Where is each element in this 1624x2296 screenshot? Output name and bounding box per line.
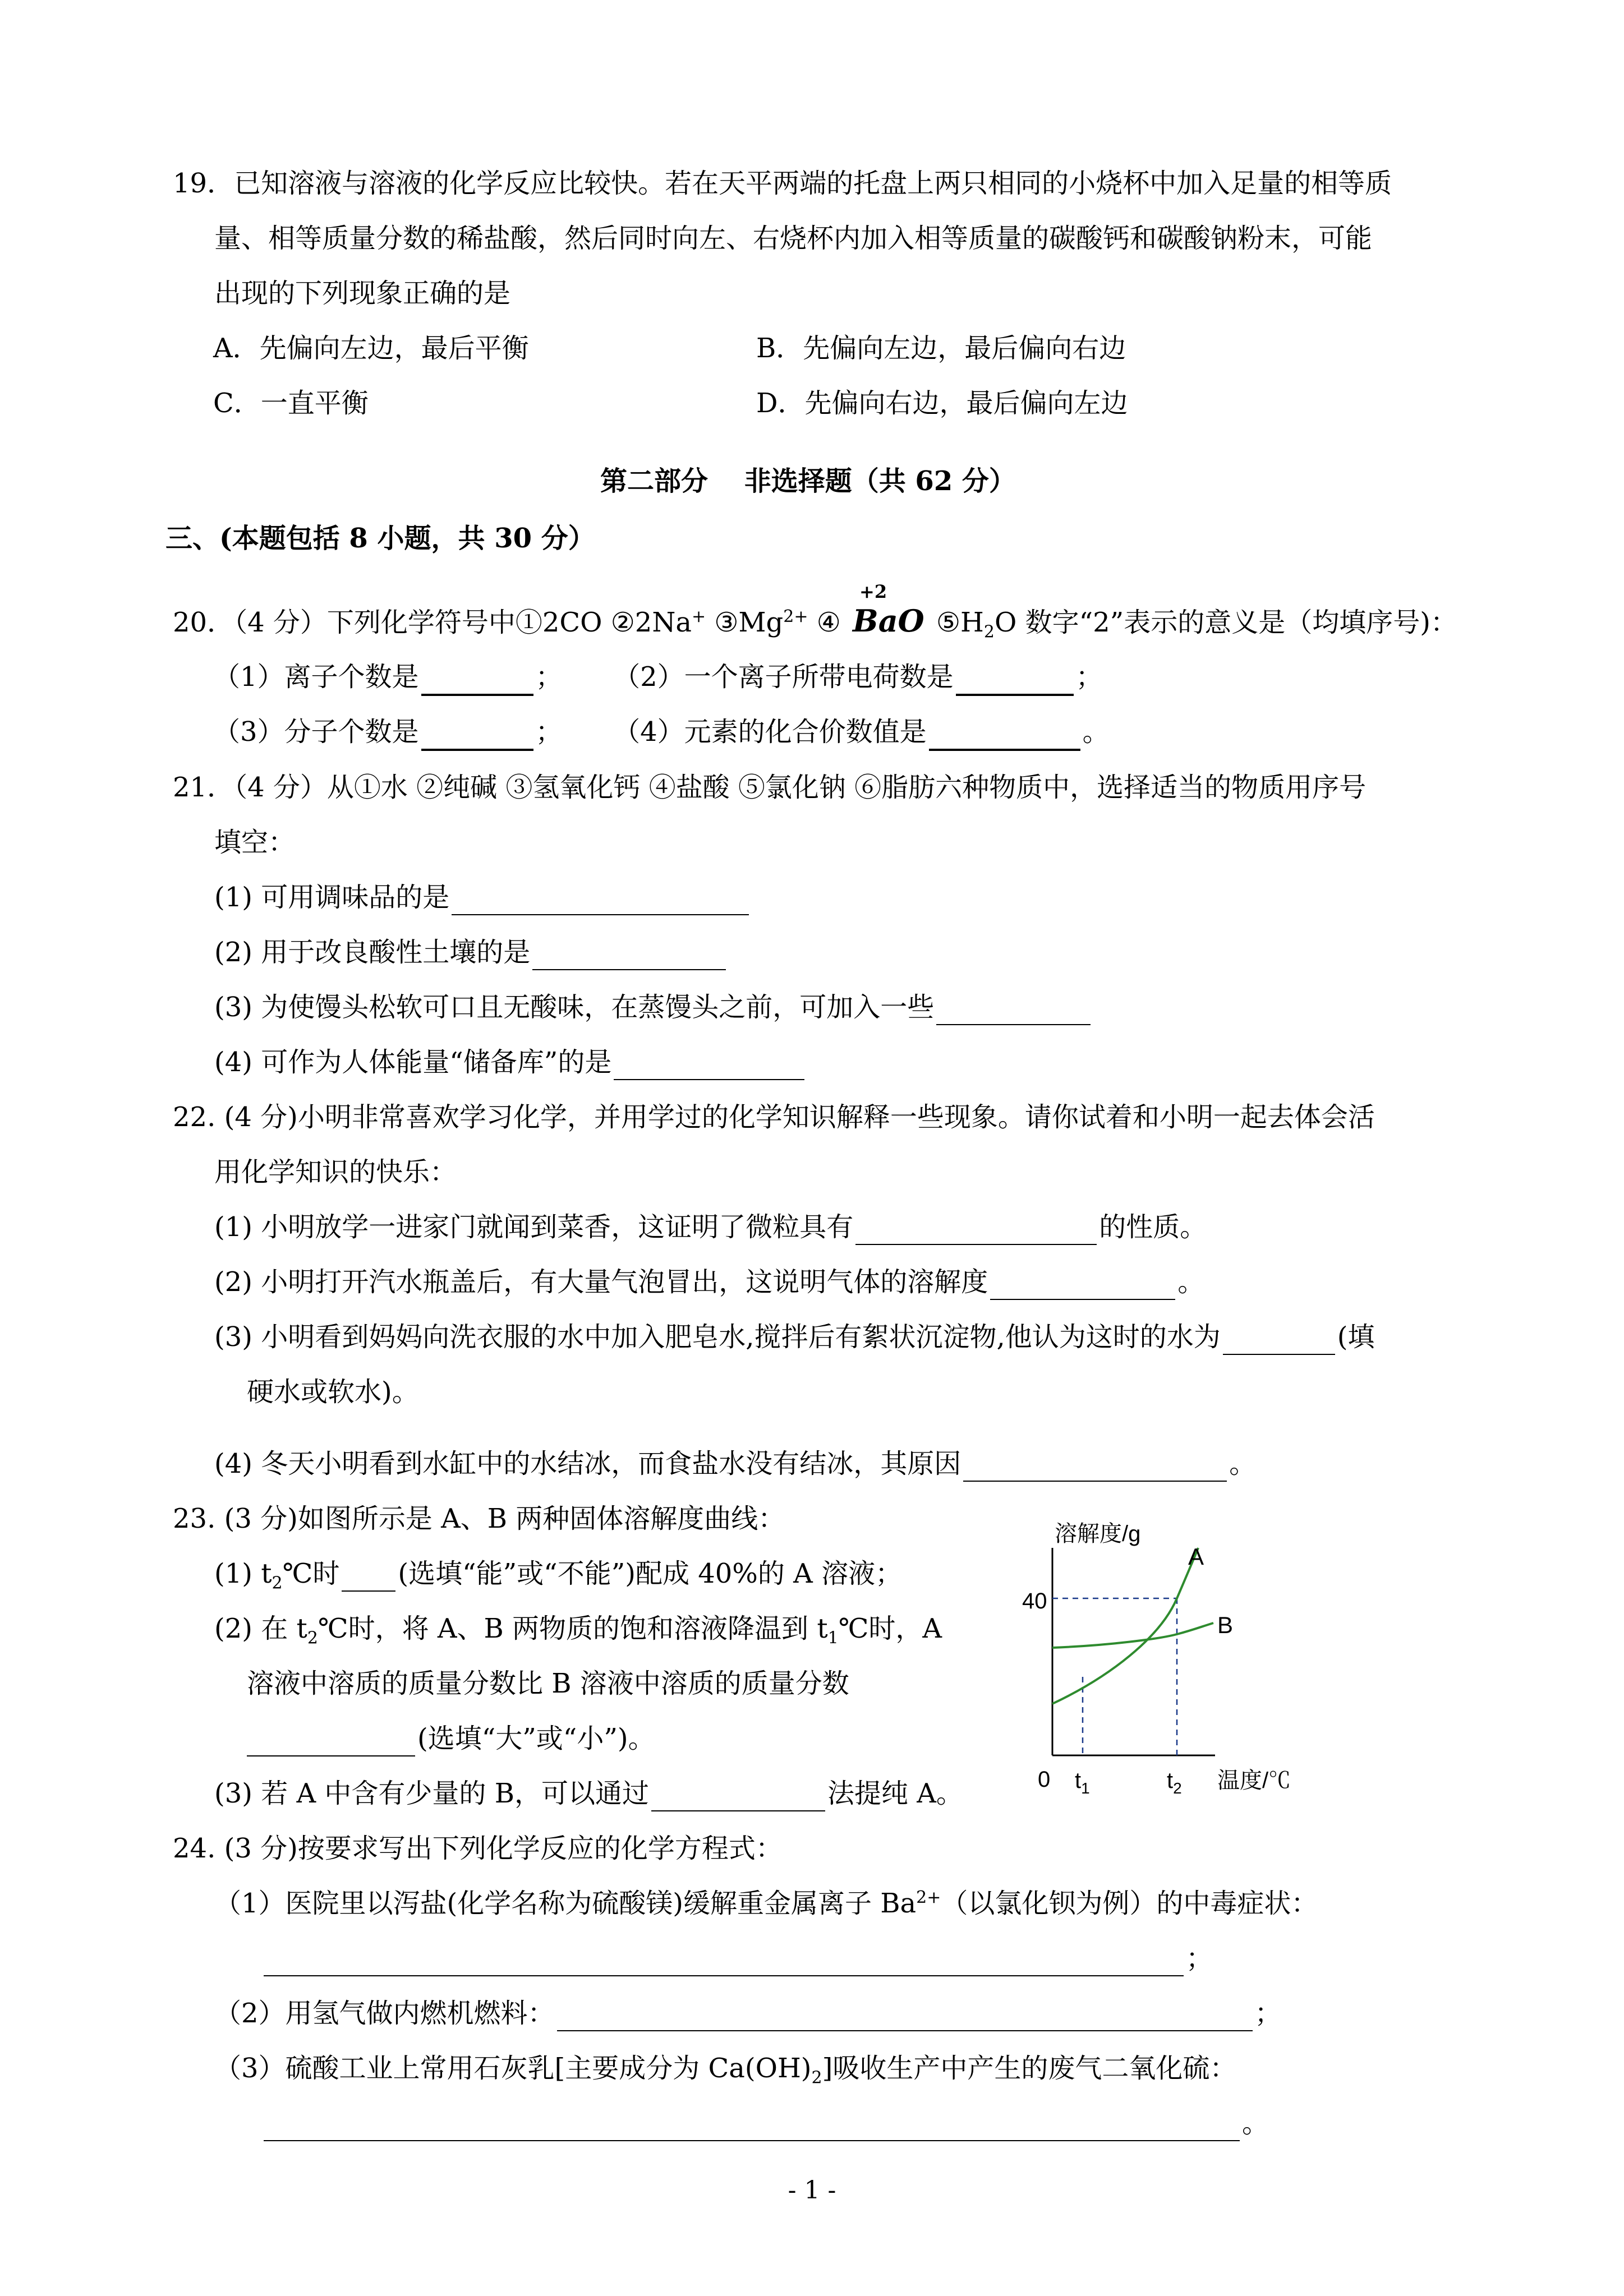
q21-blank-1[interactable] xyxy=(452,880,749,915)
q22-line2: 用化学知识的快乐： xyxy=(214,1156,457,1188)
q24-sub1: （1）医院里以泻盐(化学名称为硫酸镁)缓解重金属离子 $Ba^{2+}$（以氯化钡为例）的中毒症状： xyxy=(214,1888,1318,1919)
chart-xlabel: 温度/℃ xyxy=(1217,1768,1291,1793)
page-number: - 1 - xyxy=(788,2176,836,2205)
q22-sub1: (1) 小明放学一进家门就闻到菜香，这证明了微粒具有 的性质。 xyxy=(214,1210,1207,1245)
q24-sub3-answer: 。 xyxy=(264,2106,1269,2141)
q22-sub3-cont: 硬水或软水)。 xyxy=(247,1376,419,1408)
q24-sub2: （2）用氢气做内燃机燃料： ； xyxy=(214,1997,1282,2031)
q23-sub3: (3) 若 A 中含有少量的 B，可以通过 法提纯 A。 xyxy=(214,1777,963,1811)
q22-sub3: (3) 小明看到妈妈向洗衣服的水中加入肥皂水,搅拌后有絮状沉淀物,他认为这时的水为 (填 xyxy=(214,1320,1375,1355)
q22-blank-4[interactable] xyxy=(963,1447,1227,1482)
q23-blank-1[interactable] xyxy=(342,1557,395,1592)
q22-line1: 22. (4 分)小明非常喜欢学习化学，并用学过的化学知识解释一些现象。请你试着和小明一起去体会活 xyxy=(173,1101,1375,1133)
q20-sub2: （3）分子个数是 ； （4）元素的化合价数值是 。 xyxy=(213,715,1110,751)
q21-sub1: (1) 可用调味品的是 xyxy=(214,880,751,915)
q20-stem: 20．（4 分）下列化学符号中①2CO ②2Na+ $③Mg^{2+}$ ④ +2 BaO $⑤H_2O$ 数字“2”表示的意义是（均填序号)： xyxy=(173,581,1457,642)
q24-blank-2[interactable] xyxy=(557,1997,1253,2031)
q19-line1: 19．已知溶液与溶液的化学反应比较快。若在天平两端的托盘上两只相同的小烧杯中加入足量的相等质 xyxy=(173,168,1392,199)
q24-sub3: （3）硫酸工业上常用石灰乳[主要成分为 $Ca(OH)_2$]吸收生产中产生的废气二氧化硫： xyxy=(214,2053,1237,2088)
q24-blank-1[interactable] xyxy=(264,1942,1184,1976)
q23-sub2-cont2: (选填“大”或“小”)。 xyxy=(247,1722,655,1756)
q22-blank-3[interactable] xyxy=(1223,1320,1335,1355)
q19-option-d: D．先偏向右边，最后偏向左边 xyxy=(756,388,1128,419)
y-tick-40: 40 xyxy=(1022,1589,1047,1613)
q19-line3: 出现的下列现象正确的是 xyxy=(214,278,511,309)
q20-blank-2[interactable] xyxy=(956,660,1074,696)
q23-sub2: (2) 在 $t_2℃$时，将 A、B 两物质的饱和溶液降温到 $t_1℃$时，A xyxy=(214,1613,942,1648)
q19-option-b: B．先偏向左边，最后偏向右边 xyxy=(756,333,1126,364)
origin-label: 0 xyxy=(1038,1767,1051,1792)
q21-blank-4[interactable] xyxy=(614,1045,804,1080)
x-tick-t2: $t_2$ xyxy=(1167,1768,1182,1797)
q24-line1: 24. (3 分)按要求写出下列化学反应的化学方程式： xyxy=(173,1833,783,1864)
q22-blank-1[interactable] xyxy=(855,1210,1097,1245)
q20-sub1: （1）离子个数是 ； （2）一个离子所带电荷数是 ； xyxy=(213,660,1103,696)
q19-option-c: C．一直平衡 xyxy=(213,388,369,419)
q22-blank-2[interactable] xyxy=(990,1265,1175,1300)
q20-blank-3[interactable] xyxy=(421,715,533,751)
curve-a-label: A xyxy=(1188,1543,1204,1570)
q22-sub4: (4) 冬天小明看到水缸中的水结冰，而食盐水没有结冰，其原因 。 xyxy=(214,1447,1256,1482)
q23-sub1: (1) $t_2℃$时 (选填“能”或“不能”)配成 40%的 A 溶液； xyxy=(214,1558,903,1593)
x-tick-t1: $t_1$ xyxy=(1075,1768,1090,1797)
solubility-chart xyxy=(1009,1509,1323,1806)
q19-option-a: A．先偏向左边，最后平衡 xyxy=(213,333,529,364)
chart-ylabel: 溶解度/g xyxy=(1055,1522,1141,1546)
q20-blank-4[interactable] xyxy=(929,715,1080,751)
part2-title: 第二部分 非选择题（共 62 分） xyxy=(600,465,1016,497)
q20-blank-1[interactable] xyxy=(421,660,533,696)
q19-line2: 量、相等质量分数的稀盐酸，然后同时向左、右烧杯内加入相等质量的碳酸钙和碳酸钠粉末，可能 xyxy=(214,223,1373,254)
q22-sub2: (2) 小明打开汽水瓶盖后，有大量气泡冒出，这说明气体的溶解度 。 xyxy=(214,1265,1204,1300)
q23-line1: 23. (3 分)如图所示是 A、B 两种固体溶解度曲线： xyxy=(173,1503,785,1534)
section3-title: 三、(本题包括 8 小题，共 30 分） xyxy=(165,523,595,554)
q21-sub3: (3) 为使馒头松软可口且无酸味，在蒸馒头之前，可加入一些 xyxy=(214,990,1093,1025)
q23-sub2-cont: 溶液中溶质的质量分数比 B 溶液中溶质的质量分数 xyxy=(247,1668,849,1699)
q21-blank-2[interactable] xyxy=(532,935,726,970)
q21-line2: 填空： xyxy=(214,827,296,858)
q24-blank-3[interactable] xyxy=(264,2106,1240,2141)
q21-sub2: (2) 用于改良酸性土壤的是 xyxy=(214,935,728,970)
q21-line1: 21．（4 分）从①水 ②纯碱 ③氢氧化钙 ④盐酸 ⑤氯化钠 ⑥脂肪六种物质中，选择适当的物质用序号 xyxy=(173,772,1367,803)
curve-b xyxy=(1052,1623,1213,1648)
q21-blank-3[interactable] xyxy=(936,990,1091,1025)
q23-blank-3[interactable] xyxy=(651,1777,825,1811)
bao-formula: +2 BaO xyxy=(853,581,924,639)
q21-sub4: (4) 可作为人体能量“储备库”的是 xyxy=(214,1045,807,1080)
q24-sub1-answer: ； xyxy=(264,1942,1213,1976)
curve-b-label: B xyxy=(1217,1612,1234,1638)
q23-blank-2[interactable] xyxy=(247,1722,415,1756)
